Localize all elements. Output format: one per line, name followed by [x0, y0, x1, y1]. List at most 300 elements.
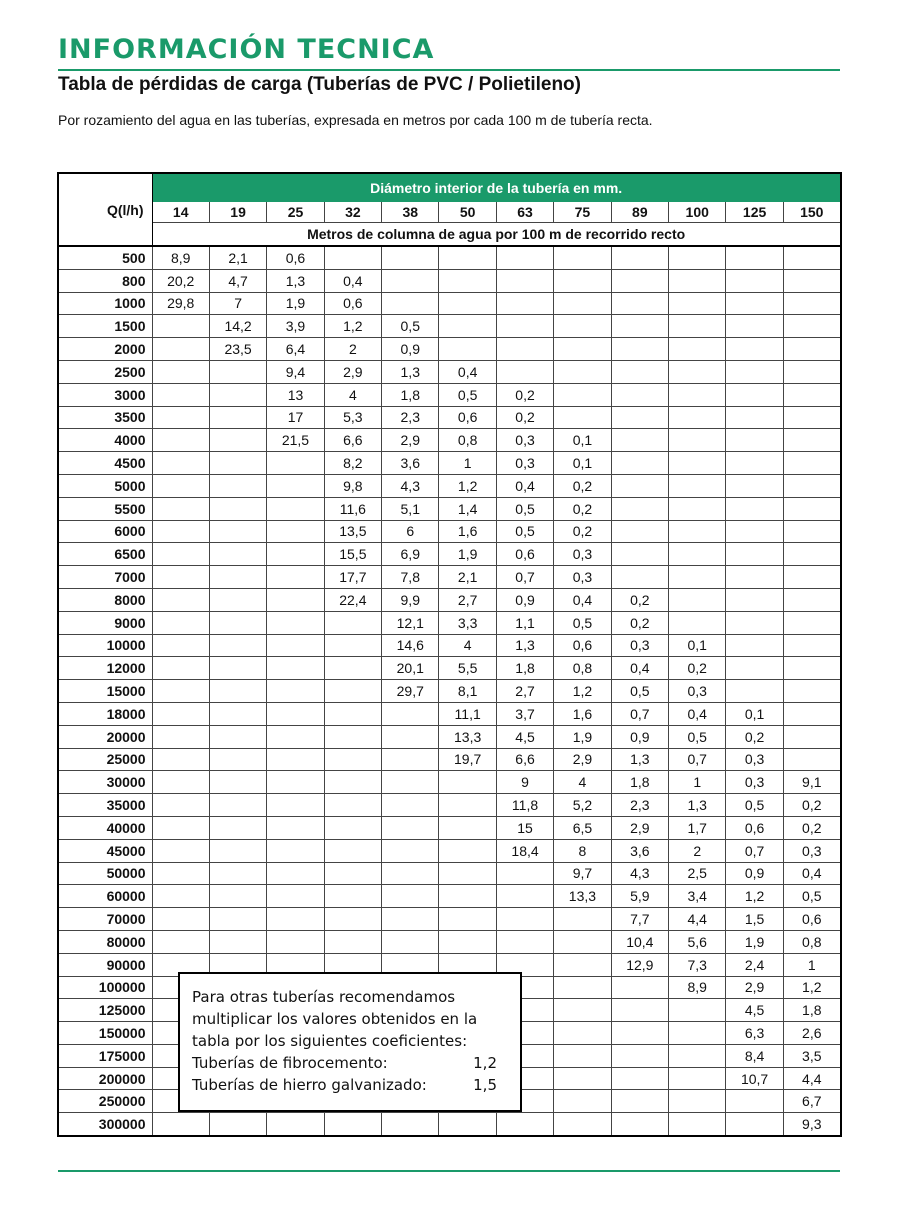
- loss-cell: 11,6: [324, 497, 381, 520]
- loss-cell: 0,7: [611, 702, 668, 725]
- loss-cell: [382, 292, 439, 315]
- loss-cell: [669, 1090, 726, 1113]
- coefficient-label: Tuberías de hierro galvanizado:: [192, 1076, 427, 1094]
- loss-cell: 1: [783, 953, 840, 976]
- loss-cell: 0,5: [554, 611, 611, 634]
- loss-cell: 1,8: [496, 657, 553, 680]
- loss-cell: 10,7: [726, 1067, 783, 1090]
- loss-cell: [267, 839, 324, 862]
- loss-cell: [783, 634, 840, 657]
- loss-cell: [669, 566, 726, 589]
- loss-cell: 1,3: [267, 269, 324, 292]
- loss-cell: 2,9: [382, 429, 439, 452]
- loss-cell: 17: [267, 406, 324, 429]
- loss-cell: 15: [496, 816, 553, 839]
- loss-cell: 3,9: [267, 315, 324, 338]
- loss-cell: [783, 657, 840, 680]
- table-row: [58, 908, 841, 931]
- loss-cell: [267, 930, 324, 953]
- loss-cell: 2,9: [611, 816, 668, 839]
- loss-cell: [324, 771, 381, 794]
- loss-cell: [152, 452, 209, 475]
- loss-cell: [669, 474, 726, 497]
- loss-cell: 9: [496, 771, 553, 794]
- loss-cell: [611, 315, 668, 338]
- diameter-cell: 100: [669, 202, 726, 223]
- loss-cell: [611, 1022, 668, 1045]
- coefficient-value: 1,2: [473, 1054, 497, 1072]
- loss-cell: [382, 862, 439, 885]
- loss-cell: [669, 497, 726, 520]
- loss-cell: 3,3: [439, 611, 496, 634]
- flow-value: 4000: [58, 429, 152, 452]
- loss-cell: [611, 246, 668, 269]
- flow-value: 200000: [58, 1067, 152, 1090]
- loss-cell: [152, 1113, 209, 1136]
- loss-cell: 1: [669, 771, 726, 794]
- loss-cell: [152, 497, 209, 520]
- table-row: [58, 839, 841, 862]
- loss-cell: 0,3: [554, 566, 611, 589]
- flow-value: 35000: [58, 794, 152, 817]
- table-row: [58, 315, 841, 338]
- loss-cell: [152, 885, 209, 908]
- loss-cell: [496, 315, 553, 338]
- loss-cell: 1: [439, 452, 496, 475]
- loss-cell: [152, 748, 209, 771]
- flow-value: 50000: [58, 862, 152, 885]
- loss-cell: [209, 771, 266, 794]
- loss-cell: 1,8: [611, 771, 668, 794]
- loss-cell: 29,8: [152, 292, 209, 315]
- loss-cell: [726, 315, 783, 338]
- loss-cell: [554, 406, 611, 429]
- page-title: INFORMACIÓN TECNICA: [58, 34, 435, 65]
- table-row: [58, 520, 841, 543]
- loss-cell: [669, 338, 726, 361]
- loss-cell: 7: [209, 292, 266, 315]
- table-row: [58, 588, 841, 611]
- loss-cell: [669, 611, 726, 634]
- loss-cell: [209, 930, 266, 953]
- loss-cell: 0,3: [554, 543, 611, 566]
- loss-cell: [783, 338, 840, 361]
- loss-cell: 1,8: [783, 999, 840, 1022]
- loss-cell: [783, 702, 840, 725]
- note-line: Para otras tuberías recomendamos: [192, 988, 456, 1006]
- loss-cell: [496, 360, 553, 383]
- flow-value: 1000: [58, 292, 152, 315]
- loss-cell: 0,6: [726, 816, 783, 839]
- loss-cell: 4,3: [382, 474, 439, 497]
- loss-cell: [382, 702, 439, 725]
- table-row: [58, 429, 841, 452]
- flow-value: 30000: [58, 771, 152, 794]
- loss-cell: [152, 680, 209, 703]
- loss-cell: [783, 269, 840, 292]
- loss-cell: [209, 520, 266, 543]
- loss-cell: 9,7: [554, 862, 611, 885]
- loss-cell: 12,1: [382, 611, 439, 634]
- loss-cell: [152, 383, 209, 406]
- flow-value: 10000: [58, 634, 152, 657]
- flow-value: 2000: [58, 338, 152, 361]
- loss-cell: [152, 520, 209, 543]
- table-row: [58, 292, 841, 315]
- loss-cell: [669, 588, 726, 611]
- loss-cell: [611, 520, 668, 543]
- loss-cell: 9,4: [267, 360, 324, 383]
- diameter-cell: 63: [496, 202, 553, 223]
- loss-cell: [152, 543, 209, 566]
- loss-cell: [669, 1044, 726, 1067]
- loss-cell: [783, 315, 840, 338]
- loss-cell: 0,2: [496, 383, 553, 406]
- loss-cell: 0,5: [496, 520, 553, 543]
- table-row: [58, 452, 841, 475]
- flow-value: 500: [58, 246, 152, 269]
- loss-cell: [209, 566, 266, 589]
- table-row: [58, 771, 841, 794]
- loss-cell: [783, 406, 840, 429]
- loss-cell: [611, 338, 668, 361]
- loss-cell: 1,2: [324, 315, 381, 338]
- table-row: [58, 885, 841, 908]
- loss-cell: [783, 588, 840, 611]
- loss-cell: [209, 657, 266, 680]
- loss-cell: [783, 611, 840, 634]
- loss-cell: [783, 680, 840, 703]
- flow-value: 300000: [58, 1113, 152, 1136]
- loss-cell: [783, 725, 840, 748]
- loss-cell: [267, 657, 324, 680]
- loss-cell: 6,6: [496, 748, 553, 771]
- loss-cell: [726, 269, 783, 292]
- loss-cell: [669, 269, 726, 292]
- loss-cell: [267, 702, 324, 725]
- loss-cell: [152, 657, 209, 680]
- loss-cell: [726, 680, 783, 703]
- loss-cell: [152, 930, 209, 953]
- loss-cell: [611, 429, 668, 452]
- loss-cell: [726, 1090, 783, 1113]
- loss-cell: 5,5: [439, 657, 496, 680]
- loss-cell: [496, 292, 553, 315]
- loss-cell: 23,5: [209, 338, 266, 361]
- loss-cell: 4,3: [611, 862, 668, 885]
- table-row: [58, 360, 841, 383]
- loss-cell: [382, 748, 439, 771]
- coefficient-label: Tuberías de fibrocemento:: [192, 1054, 388, 1072]
- loss-cell: 20,1: [382, 657, 439, 680]
- loss-cell: [267, 771, 324, 794]
- loss-cell: [726, 657, 783, 680]
- loss-cell: [554, 360, 611, 383]
- loss-cell: 3,4: [669, 885, 726, 908]
- loss-cell: 5,9: [611, 885, 668, 908]
- loss-cell: [611, 452, 668, 475]
- flow-value: 70000: [58, 908, 152, 931]
- loss-cell: 0,4: [496, 474, 553, 497]
- loss-cell: [726, 246, 783, 269]
- loss-cell: [209, 680, 266, 703]
- loss-cell: 0,2: [783, 794, 840, 817]
- loss-cell: 0,4: [669, 702, 726, 725]
- flow-value: 9000: [58, 611, 152, 634]
- loss-cell: [152, 794, 209, 817]
- loss-cell: [267, 862, 324, 885]
- loss-cell: [267, 794, 324, 817]
- loss-cell: [152, 702, 209, 725]
- loss-cell: [324, 657, 381, 680]
- flow-value: 45000: [58, 839, 152, 862]
- loss-cell: [783, 474, 840, 497]
- loss-cell: [267, 611, 324, 634]
- loss-cell: 1,3: [669, 794, 726, 817]
- loss-cell: [611, 474, 668, 497]
- loss-cell: [554, 315, 611, 338]
- loss-cell: 9,1: [783, 771, 840, 794]
- loss-cell: 14,6: [382, 634, 439, 657]
- loss-cell: 29,7: [382, 680, 439, 703]
- loss-cell: [669, 292, 726, 315]
- loss-cell: 0,2: [496, 406, 553, 429]
- loss-cell: 2,3: [611, 794, 668, 817]
- loss-cell: [324, 862, 381, 885]
- loss-cell: [669, 315, 726, 338]
- loss-cell: 6,4: [267, 338, 324, 361]
- loss-cell: 0,9: [611, 725, 668, 748]
- loss-cell: [152, 816, 209, 839]
- loss-cell: [439, 930, 496, 953]
- loss-cell: [496, 269, 553, 292]
- loss-cell: 3,7: [496, 702, 553, 725]
- loss-cell: [152, 429, 209, 452]
- loss-cell: [554, 383, 611, 406]
- loss-cell: [611, 406, 668, 429]
- loss-cell: [267, 725, 324, 748]
- loss-cell: 0,9: [496, 588, 553, 611]
- loss-cell: [783, 429, 840, 452]
- table-row: [58, 269, 841, 292]
- flow-value: 250000: [58, 1090, 152, 1113]
- loss-cell: [554, 930, 611, 953]
- loss-cell: [726, 520, 783, 543]
- loss-cell: 18,4: [496, 839, 553, 862]
- loss-cell: [324, 885, 381, 908]
- note-line: tabla por los siguientes coeficientes:: [192, 1032, 468, 1050]
- loss-cell: 13,3: [554, 885, 611, 908]
- loss-cell: [382, 1113, 439, 1136]
- loss-cell: 1,6: [439, 520, 496, 543]
- flow-value: 40000: [58, 816, 152, 839]
- loss-cell: [267, 816, 324, 839]
- flow-value: 7000: [58, 566, 152, 589]
- loss-cell: [209, 862, 266, 885]
- loss-cell: 22,4: [324, 588, 381, 611]
- loss-cell: [726, 497, 783, 520]
- loss-cell: [152, 634, 209, 657]
- loss-cell: [382, 771, 439, 794]
- loss-cell: [554, 269, 611, 292]
- loss-cell: [783, 292, 840, 315]
- loss-cell: [783, 543, 840, 566]
- flow-value: 20000: [58, 725, 152, 748]
- table-row: [58, 794, 841, 817]
- loss-cell: [209, 611, 266, 634]
- table-row: [58, 338, 841, 361]
- loss-cell: 0,2: [783, 816, 840, 839]
- loss-cell: 12,9: [611, 953, 668, 976]
- loss-cell: [209, 497, 266, 520]
- loss-cell: [669, 1022, 726, 1045]
- loss-cell: [611, 383, 668, 406]
- table-row: [58, 497, 841, 520]
- loss-cell: 0,2: [611, 588, 668, 611]
- loss-cell: [554, 999, 611, 1022]
- flow-value: 5500: [58, 497, 152, 520]
- loss-cell: 0,1: [554, 452, 611, 475]
- loss-cell: [783, 497, 840, 520]
- loss-cell: 1,2: [439, 474, 496, 497]
- loss-cell: 8: [554, 839, 611, 862]
- loss-cell: [382, 930, 439, 953]
- loss-cell: [611, 999, 668, 1022]
- flow-value: 80000: [58, 930, 152, 953]
- loss-cell: [439, 771, 496, 794]
- diameter-cell: 25: [267, 202, 324, 223]
- loss-cell: [726, 452, 783, 475]
- loss-cell: [152, 588, 209, 611]
- loss-cell: 0,4: [439, 360, 496, 383]
- loss-cell: [439, 315, 496, 338]
- loss-cell: 2,7: [496, 680, 553, 703]
- loss-cell: [382, 839, 439, 862]
- loss-cell: [726, 611, 783, 634]
- loss-cell: 0,6: [554, 634, 611, 657]
- loss-cell: 2,7: [439, 588, 496, 611]
- flow-value: 1500: [58, 315, 152, 338]
- loss-cell: 1,2: [783, 976, 840, 999]
- loss-cell: [209, 1113, 266, 1136]
- table-row: [58, 816, 841, 839]
- loss-cell: 0,5: [382, 315, 439, 338]
- diameter-header: Diámetro interior de la tubería en mm.: [152, 173, 841, 202]
- loss-cell: [611, 1090, 668, 1113]
- loss-cell: 8,9: [669, 976, 726, 999]
- loss-cell: [611, 543, 668, 566]
- loss-cell: 0,2: [669, 657, 726, 680]
- loss-cell: [439, 338, 496, 361]
- loss-cell: [267, 680, 324, 703]
- loss-cell: [669, 520, 726, 543]
- loss-cell: 4,4: [669, 908, 726, 931]
- loss-cell: 4: [439, 634, 496, 657]
- coefficient-value: 1,5: [473, 1076, 497, 1094]
- flow-value: 60000: [58, 885, 152, 908]
- table-row: [58, 748, 841, 771]
- loss-cell: 0,3: [726, 748, 783, 771]
- table-row: [58, 680, 841, 703]
- loss-cell: 21,5: [267, 429, 324, 452]
- flow-value: 5000: [58, 474, 152, 497]
- loss-cell: [267, 474, 324, 497]
- loss-cell: [554, 1044, 611, 1067]
- flow-value: 15000: [58, 680, 152, 703]
- loss-cell: 0,5: [439, 383, 496, 406]
- loss-cell: 2: [324, 338, 381, 361]
- loss-cell: [209, 360, 266, 383]
- loss-cell: [324, 839, 381, 862]
- table-row: [58, 383, 841, 406]
- loss-cell: 2,1: [209, 246, 266, 269]
- loss-cell: 0,5: [496, 497, 553, 520]
- loss-cell: [209, 429, 266, 452]
- loss-cell: [324, 634, 381, 657]
- loss-cell: [554, 1090, 611, 1113]
- coefficient-row-fibrocement: [192, 1052, 497, 1074]
- flow-value: 8000: [58, 588, 152, 611]
- loss-cell: 8,9: [152, 246, 209, 269]
- loss-cell: 1,9: [439, 543, 496, 566]
- loss-cell: 1,5: [726, 908, 783, 931]
- loss-cell: 14,2: [209, 315, 266, 338]
- table-row: [58, 1113, 841, 1136]
- loss-cell: 0,6: [267, 246, 324, 269]
- loss-cell: [783, 383, 840, 406]
- loss-cell: [267, 748, 324, 771]
- diameter-cell: 38: [382, 202, 439, 223]
- diameter-cell: 32: [324, 202, 381, 223]
- loss-cell: [209, 543, 266, 566]
- loss-cell: [611, 1067, 668, 1090]
- loss-cell: [324, 908, 381, 931]
- loss-cell: 0,3: [496, 429, 553, 452]
- flow-value: 125000: [58, 999, 152, 1022]
- loss-cell: [382, 908, 439, 931]
- loss-cell: [267, 543, 324, 566]
- loss-cell: [669, 1067, 726, 1090]
- loss-cell: 1,9: [554, 725, 611, 748]
- loss-cell: 2,9: [726, 976, 783, 999]
- loss-cell: [554, 908, 611, 931]
- loss-cell: 5,3: [324, 406, 381, 429]
- loss-cell: [439, 862, 496, 885]
- flow-column-header: Q(l/h): [58, 173, 152, 246]
- loss-cell: [669, 999, 726, 1022]
- loss-cell: 1,1: [496, 611, 553, 634]
- loss-cell: [554, 246, 611, 269]
- loss-cell: [324, 725, 381, 748]
- loss-cell: 20,2: [152, 269, 209, 292]
- loss-cell: 1,2: [554, 680, 611, 703]
- loss-cell: [152, 474, 209, 497]
- loss-cell: [554, 953, 611, 976]
- loss-cell: [439, 292, 496, 315]
- loss-cell: 2: [669, 839, 726, 862]
- loss-cell: [496, 246, 553, 269]
- loss-cell: [382, 269, 439, 292]
- loss-cell: [726, 634, 783, 657]
- loss-cell: [439, 908, 496, 931]
- loss-cell: [439, 1113, 496, 1136]
- loss-cell: 4,7: [209, 269, 266, 292]
- diameter-row: [58, 202, 841, 223]
- loss-cell: [611, 269, 668, 292]
- loss-cell: [152, 566, 209, 589]
- loss-cell: 0,4: [324, 269, 381, 292]
- loss-cell: 1,8: [382, 383, 439, 406]
